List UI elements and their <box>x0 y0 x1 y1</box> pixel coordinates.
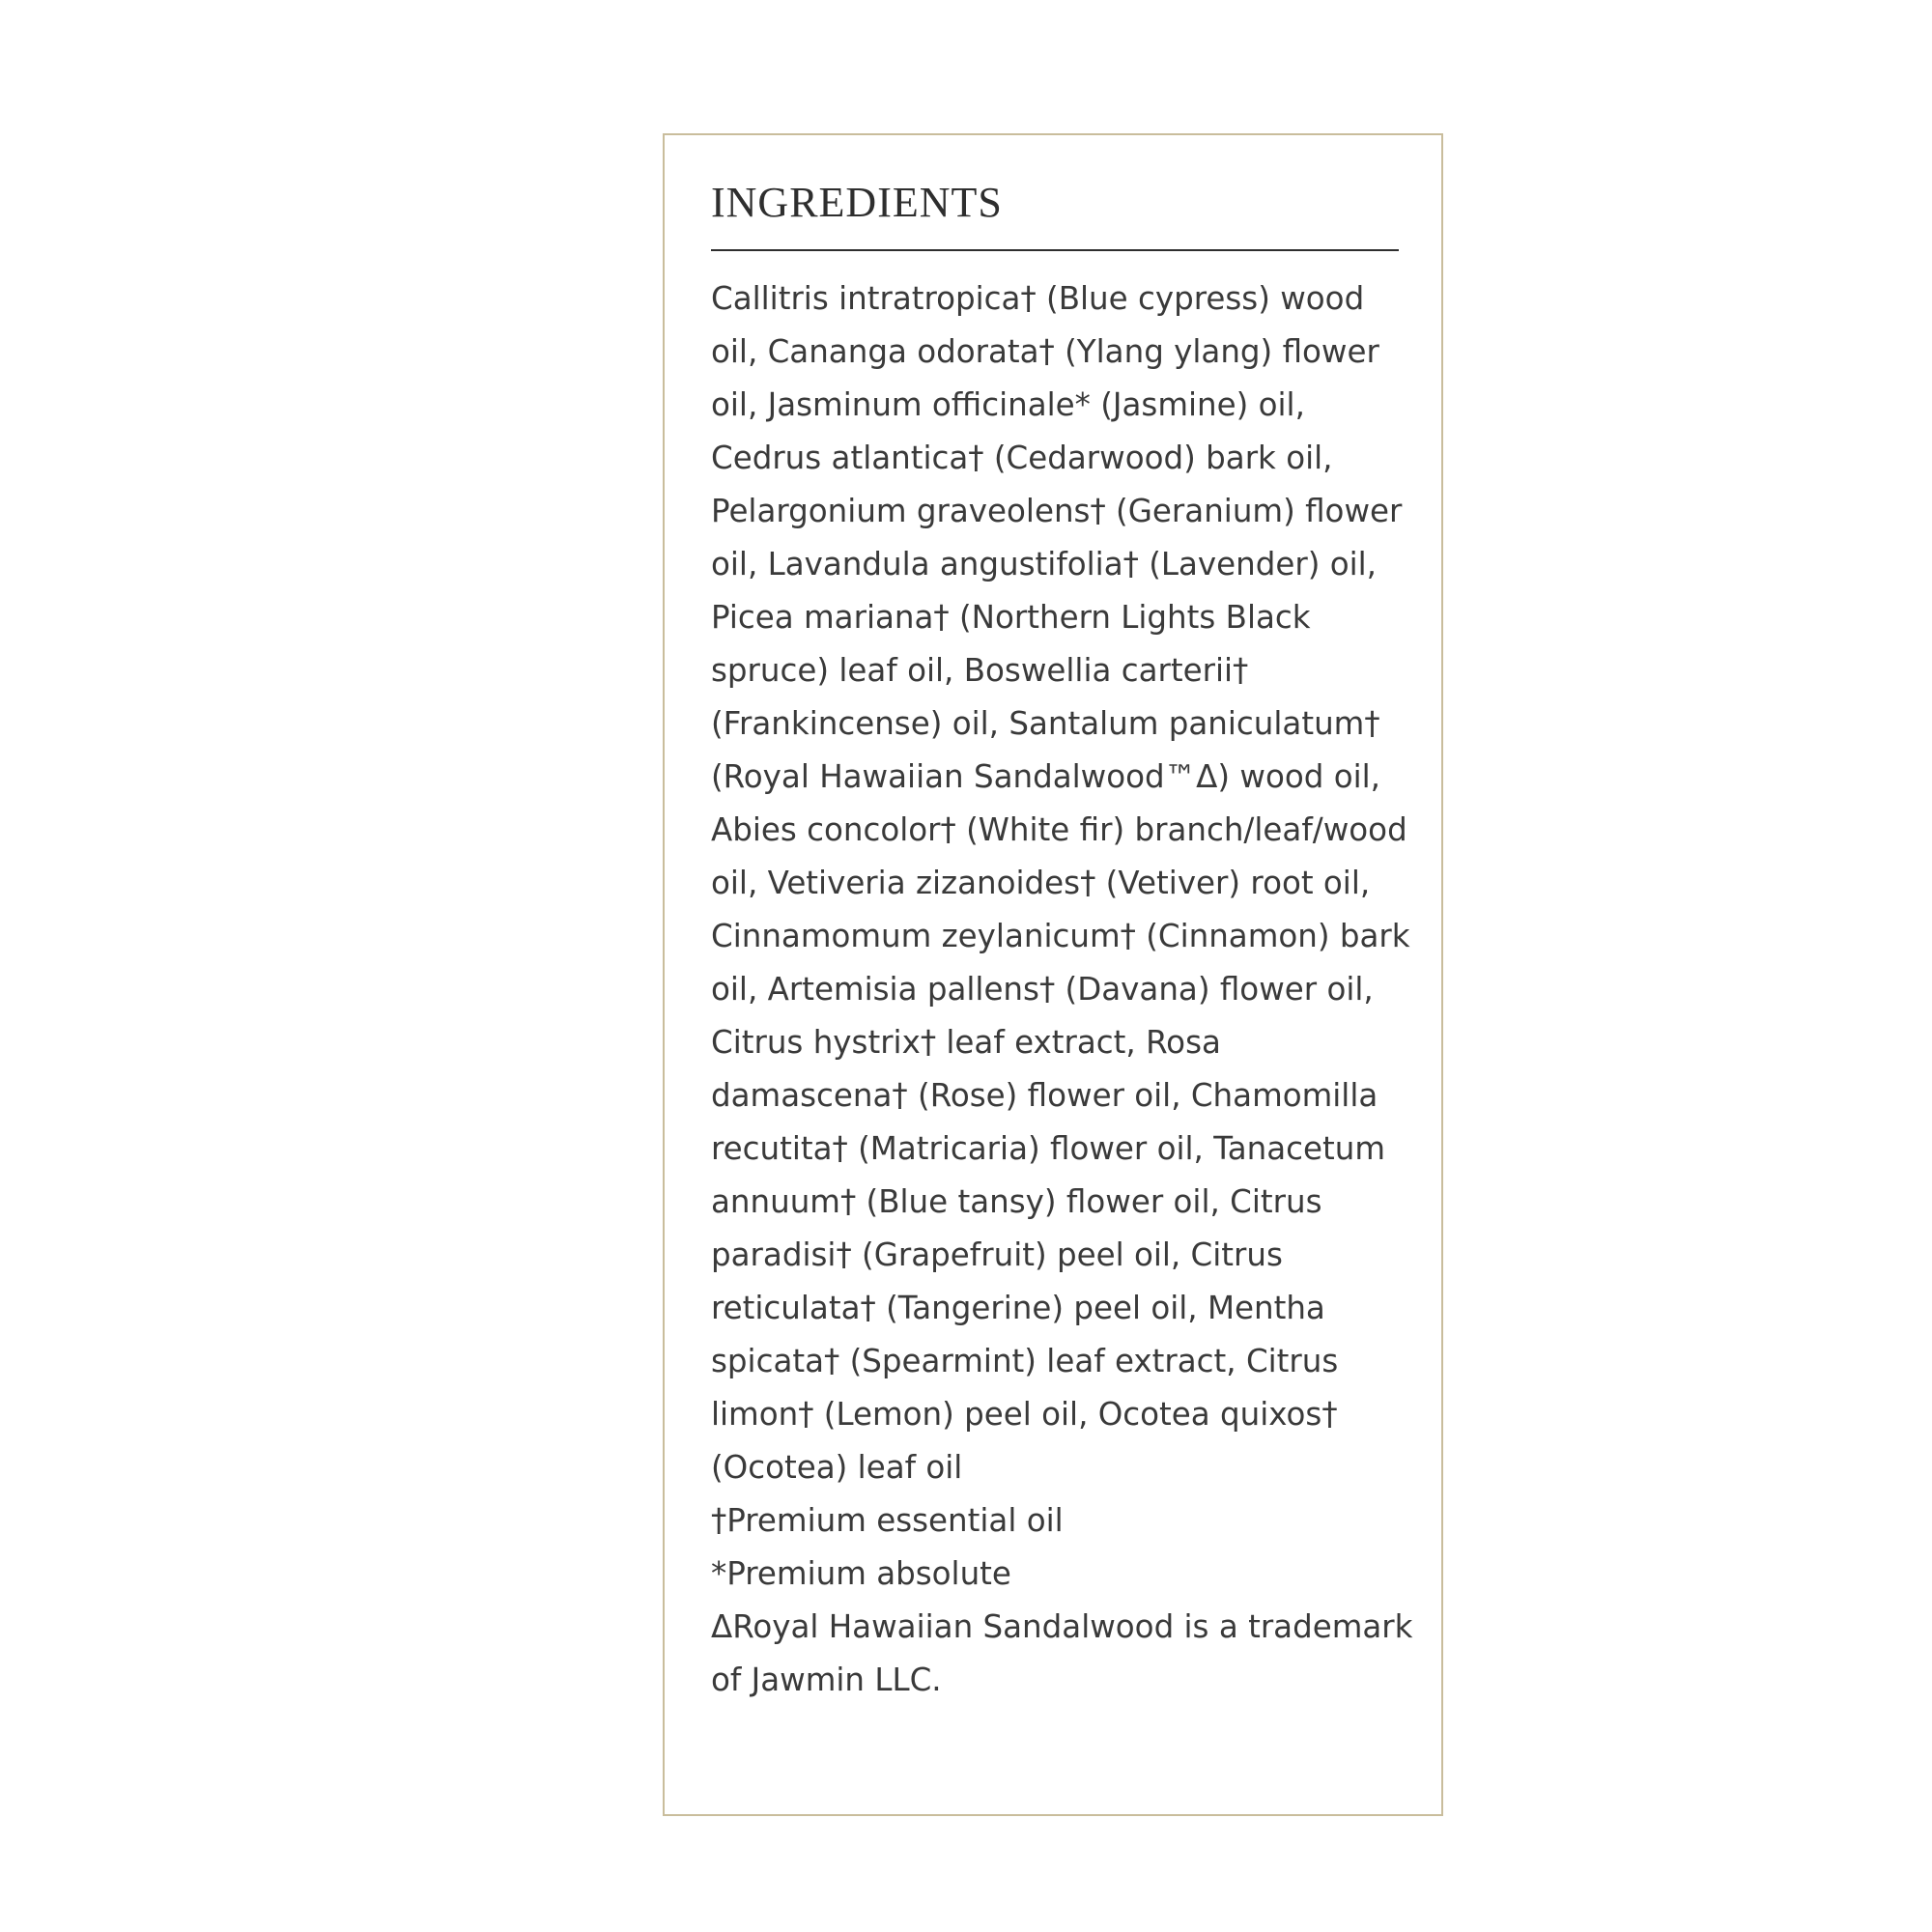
ingredients-heading: INGREDIENTS <box>711 179 1003 226</box>
ingredients-body <box>711 272 1416 1707</box>
footnote-trademark: ΔRoyal Hawaiian Sandalwood is a trademark of Jawmin LLC. <box>711 1608 1413 1698</box>
ingredients-list: Callitris intratropica† (Blue cypress) wood oil, Cananga odorata† (Ylang ylang) flower oil, Jasminum officinale* (Jasmine) oil, Cedrus atlantica† (Cedarwood) bark oil, Pelargonium graveolens† (Geranium) flower oil, Lavandula angustifolia† (Lavender) oil, Picea mariana† (Northern Lights Black spruce) leaf oil, Boswellia carterii† (Frankincense) oil, Santalum paniculatum† (Royal Hawaiian Sandalwood™Δ) wood oil, Abies concolor† (White fir) branch/leaf/wood oil, Vetiveria zizanoides† (Vetiver) root oil, Cinnamomum zeylanicum† (Cinnamon) bark oil, Artemisia pallens† (Davana) flower oil, Citrus hystrix† leaf extract, Rosa damascena† (Rose) flower oil, Chamomilla recutita† (Matricaria) flower oil, Tanacetum annuum† (Blue tansy) flower oil, Citrus paradisi† (Grapefruit) peel oil, Citrus reticulata† (Tangerine) peel oil, Mentha spicata† (Spearmint) leaf extract, Citrus limon† (Lemon) peel oil, Ocotea quixos† (Ocotea) leaf oil <box>711 280 1410 1486</box>
footnote-premium-essential-oil: †Premium essential oil <box>711 1502 1064 1539</box>
ingredients-panel <box>663 133 1443 1816</box>
footnote-premium-absolute: *Premium absolute <box>711 1555 1011 1592</box>
heading-divider <box>711 249 1399 251</box>
